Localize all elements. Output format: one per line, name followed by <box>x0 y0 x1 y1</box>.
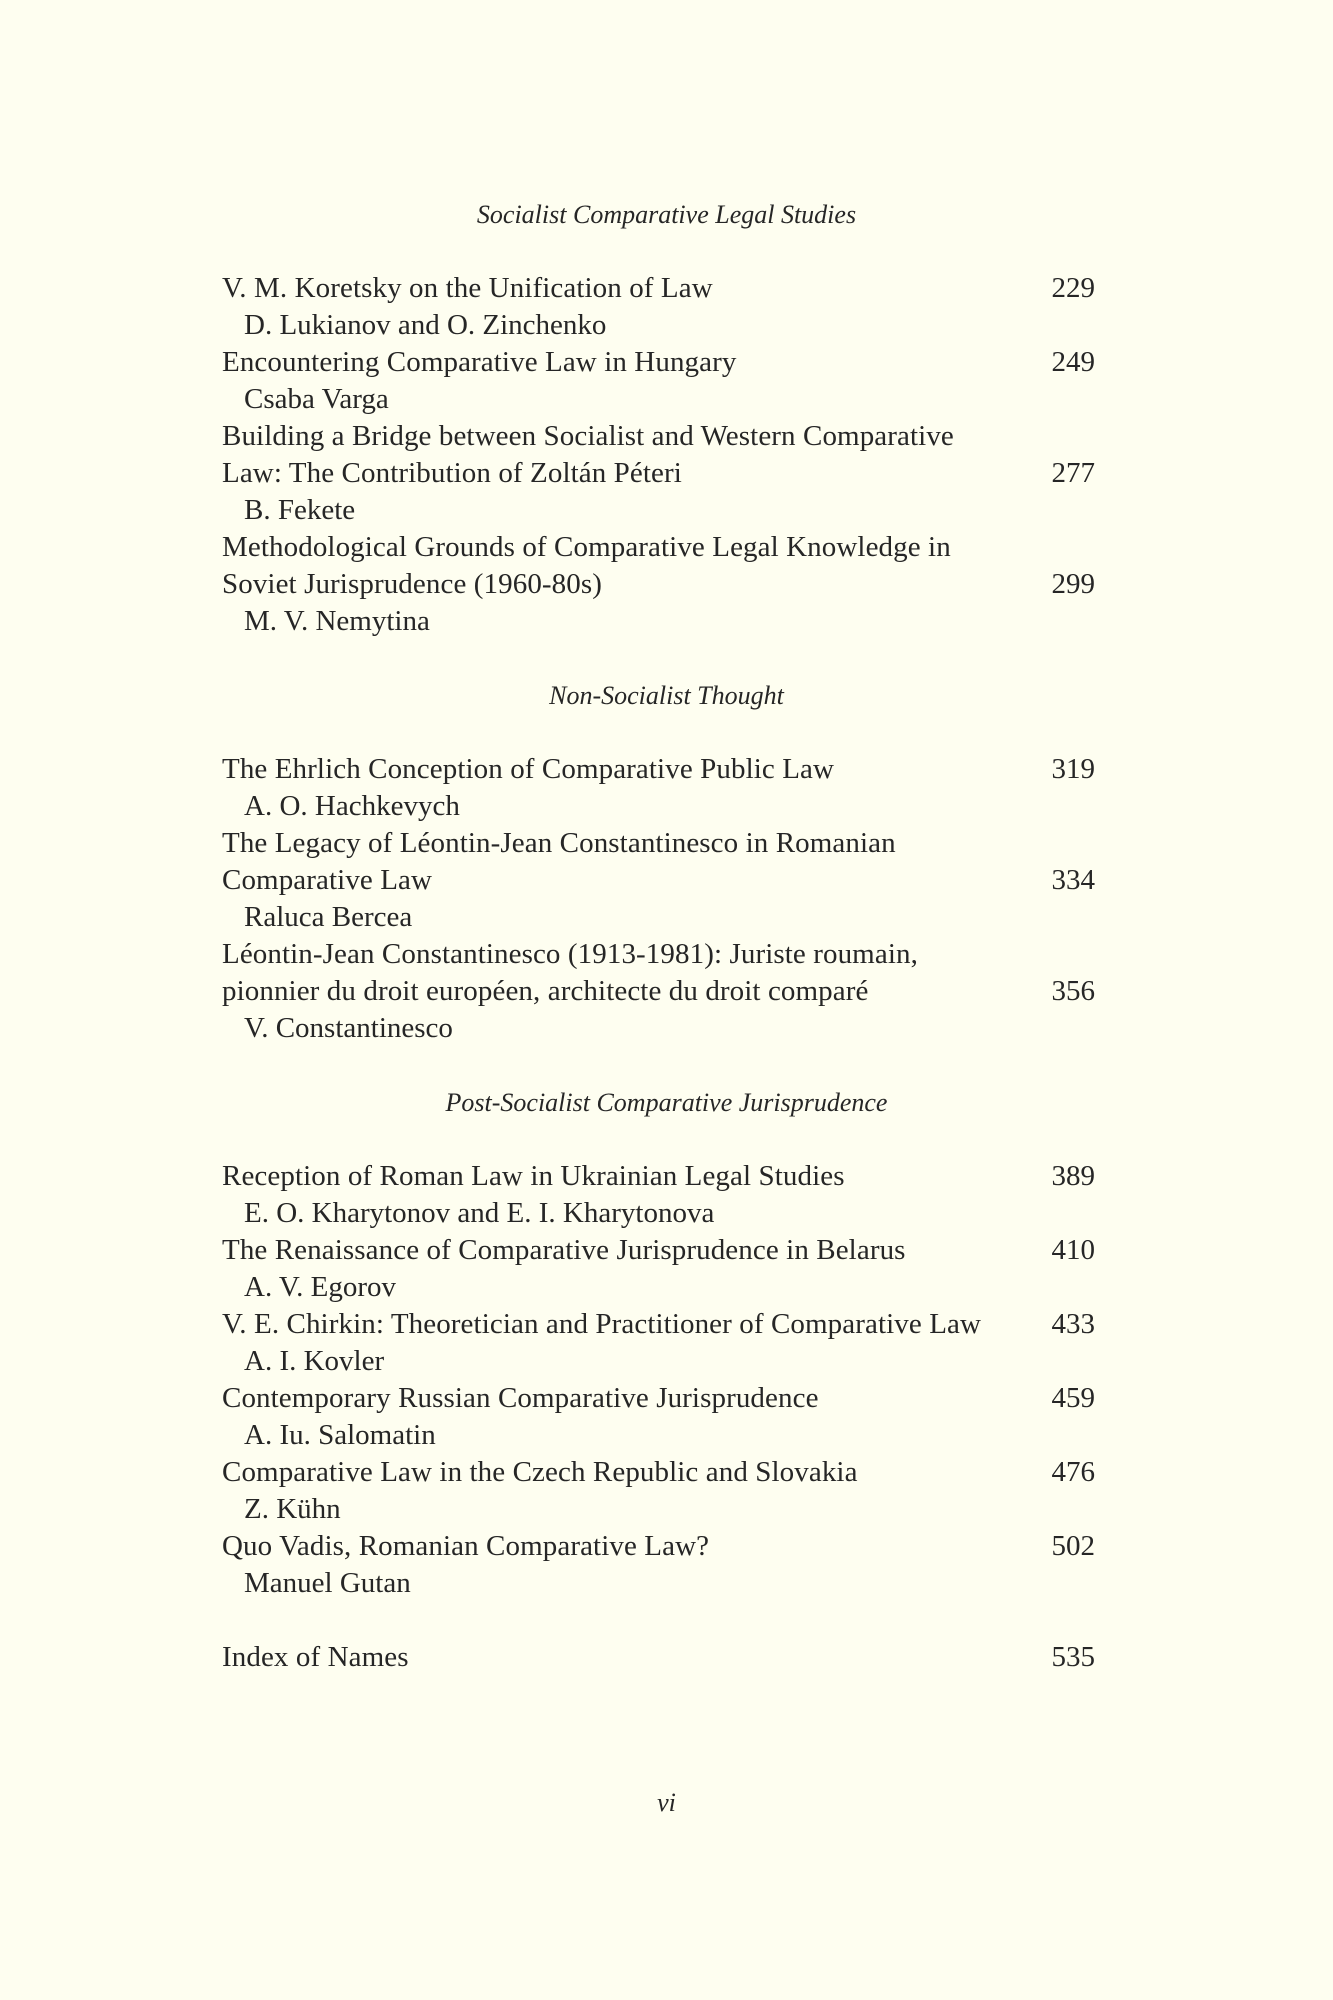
spacer <box>0 1602 1333 1639</box>
spacer <box>0 233 1333 270</box>
page-number[interactable]: 535 <box>1051 1641 1095 1673</box>
entry-title[interactable]: Comparative Law in the Czech Republic and Slovakia <box>222 1456 858 1488</box>
entry-title[interactable]: V. E. Chirkin: Theoretician and Practitioner of Comparative Law <box>222 1308 982 1340</box>
entry-title[interactable]: The Renaissance of Comparative Jurisprudence in Belarus <box>222 1234 906 1266</box>
entry-title[interactable]: Reception of Roman Law in Ukrainian Legal Studies <box>222 1160 845 1192</box>
entry-title[interactable]: Léontin-Jean Constantinesco (1913-1981): Juriste roumain, <box>222 938 918 970</box>
toc-entry-author <box>0 307 1333 344</box>
entry-title[interactable]: Law: The Contribution of Zoltán Péteri <box>222 457 682 489</box>
page-number[interactable]: 502 <box>1051 1530 1095 1562</box>
section-title: Socialist Comparative Legal Studies <box>476 200 857 229</box>
toc-entry-title-line[interactable] <box>0 1528 1333 1565</box>
toc-entry-author <box>0 1343 1333 1380</box>
entry-title[interactable]: Encountering Comparative Law in Hungary <box>222 346 737 378</box>
entry-author: V. Constantinesco <box>244 1012 453 1044</box>
page-number[interactable]: 299 <box>1051 568 1095 600</box>
toc-entry-index[interactable] <box>0 1639 1333 1676</box>
toc-entry-title-line[interactable] <box>0 529 1333 566</box>
section-heading <box>0 1084 1333 1121</box>
toc-entry-title-line[interactable] <box>0 936 1333 973</box>
toc-entry-title-line[interactable] <box>0 1306 1333 1343</box>
page-number[interactable]: 459 <box>1051 1382 1095 1414</box>
spacer <box>0 1047 1333 1084</box>
section-title: Post-Socialist Comparative Jurisprudence <box>445 1088 888 1117</box>
entry-author: A. O. Hachkevych <box>244 790 460 822</box>
page-number[interactable]: 319 <box>1051 753 1095 785</box>
toc-entry-author <box>0 1491 1333 1528</box>
entry-author: A. I. Kovler <box>244 1345 385 1377</box>
entry-author: Raluca Bercea <box>244 901 413 933</box>
entry-author: A. Iu. Salomatin <box>244 1419 436 1451</box>
entry-title[interactable]: V. M. Koretsky on the Unification of Law <box>222 272 713 304</box>
entry-title[interactable]: Methodological Grounds of Comparative Legal Knowledge in <box>222 531 951 563</box>
entry-author: Z. Kühn <box>244 1493 341 1525</box>
toc-entry-author <box>0 492 1333 529</box>
toc-entry-title-line[interactable] <box>0 751 1333 788</box>
entry-title[interactable]: The Ehrlich Conception of Comparative Public Law <box>222 753 835 785</box>
page-folio: vi <box>657 1788 676 1817</box>
page-number[interactable]: 433 <box>1051 1308 1095 1340</box>
page-number[interactable]: 249 <box>1051 346 1095 378</box>
toc-entry-title-line[interactable] <box>0 1158 1333 1195</box>
entry-author: A. V. Egorov <box>244 1271 396 1303</box>
page-number[interactable]: 334 <box>1051 864 1095 896</box>
toc-entry-author <box>0 381 1333 418</box>
table-of-contents <box>0 196 1333 1676</box>
entry-title[interactable]: Building a Bridge between Socialist and Western Comparative <box>222 420 954 452</box>
section-heading <box>0 677 1333 714</box>
page-number[interactable]: 410 <box>1051 1234 1095 1266</box>
toc-entry-author <box>0 899 1333 936</box>
spacer <box>0 640 1333 677</box>
page-number[interactable]: 389 <box>1051 1160 1095 1192</box>
toc-entry-author <box>0 1269 1333 1306</box>
toc-entry-author <box>0 1417 1333 1454</box>
section-heading <box>0 196 1333 233</box>
entry-author: Manuel Gutan <box>244 1567 411 1599</box>
toc-entry-author <box>0 603 1333 640</box>
toc-entry-title-line[interactable] <box>0 862 1333 899</box>
entry-author: D. Lukianov and O. Zinchenko <box>244 309 607 341</box>
page-number[interactable]: 356 <box>1051 975 1095 1007</box>
index-title[interactable]: Index of Names <box>222 1641 409 1673</box>
entry-author: Csaba Varga <box>244 383 389 415</box>
toc-entry-title-line[interactable] <box>0 825 1333 862</box>
toc-entry-title-line[interactable] <box>0 566 1333 603</box>
entry-title[interactable]: Contemporary Russian Comparative Jurisprudence <box>222 1382 819 1414</box>
entry-author: E. O. Kharytonov and E. I. Kharytonova <box>244 1197 715 1229</box>
toc-entry-title-line[interactable] <box>0 344 1333 381</box>
entry-title[interactable]: pionnier du droit européen, architecte du droit comparé <box>222 975 869 1007</box>
toc-entry-author <box>0 1195 1333 1232</box>
page-number[interactable]: 476 <box>1051 1456 1095 1488</box>
toc-entry-author <box>0 1010 1333 1047</box>
entry-title[interactable]: Comparative Law <box>222 864 433 896</box>
toc-entry-title-line[interactable] <box>0 1380 1333 1417</box>
entry-title[interactable]: The Legacy of Léontin-Jean Constantinesco in Romanian <box>222 827 896 859</box>
entry-author: M. V. Nemytina <box>244 605 430 637</box>
toc-entry-title-line[interactable] <box>0 455 1333 492</box>
entry-title[interactable]: Quo Vadis, Romanian Comparative Law? <box>222 1530 710 1562</box>
toc-entry-title-line[interactable] <box>0 973 1333 1010</box>
section-title: Non-Socialist Thought <box>549 681 784 710</box>
toc-entry-title-line[interactable] <box>0 1232 1333 1269</box>
spacer <box>0 714 1333 751</box>
entry-title[interactable]: Soviet Jurisprudence (1960-80s) <box>222 568 603 600</box>
toc-entry-title-line[interactable] <box>0 270 1333 307</box>
spacer <box>0 1121 1333 1158</box>
page-number[interactable]: 277 <box>1051 457 1095 489</box>
page-number[interactable]: 229 <box>1051 272 1095 304</box>
toc-entry-author <box>0 788 1333 825</box>
toc-entry-title-line[interactable] <box>0 1454 1333 1491</box>
toc-entry-title-line[interactable] <box>0 418 1333 455</box>
entry-author: B. Fekete <box>244 494 356 526</box>
toc-entry-author <box>0 1565 1333 1602</box>
